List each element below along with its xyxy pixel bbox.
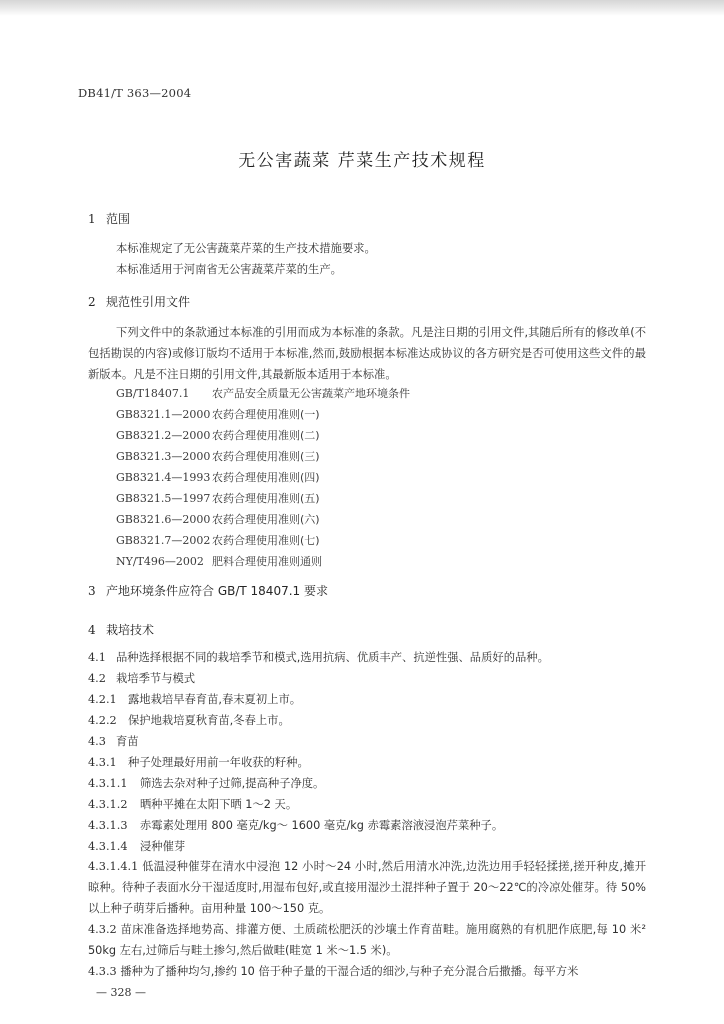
clause-paragraph: 4.3.3 播种为了播种均匀,掺约 10 倍于种子量的干湿合适的细沙,与种子充分混合后撒播。每平方米 [88,965,579,978]
section-heading-2 [88,293,190,310]
paragraph: 本标准适用于河南省无公害蔬菜芹菜的生产。 [116,263,342,276]
section-heading-3 [88,582,328,599]
clause: 4.3.1 种子处理最好用前一年收获的籽种。 [88,756,309,769]
clause: 4.3.1.1 筛选去杂对种子过筛,提高种子净度。 [88,777,325,790]
standard-code: DB41/T 363—2004 [78,86,192,100]
clause-paragraph: 4.3.2 苗床准备选择地势高、排灌方便、土质疏松肥沃的沙壤土作育苗畦。施用腐熟的有机肥作底肥,每 10 米² 50kg 左右,过筛后与畦土掺匀,然后做畦(畦宽 1 米～1.5 米)。 [88,923,646,957]
clause: 4.2.2 保护地栽培夏秋育苗,冬春上市。 [88,714,290,727]
clause-paragraph: 4.3.1.4.1 低温浸种催芽在清水中浸泡 12 小时～24 小时,然后用清水冲洗,边洗边用手轻轻揉搓,搓开种皮,摊开晾种。待种子表面水分干湿适度时,用湿布包好,或直接用湿沙土混拌种子置于 20～22℃的冷凉处催芽。待 50%以上种子萌芽后播种。亩用种量 100～150 克。 [88,860,647,915]
reference-item: GB8321.2—2000 农药合理使用准则(二) [116,429,320,442]
section-title: 产地环境条件应符合 GB/T 18407.1 要求 [106,584,328,598]
section-number: 3 [88,584,96,598]
clause: 4.2.1 露地栽培早春育苗,春末夏初上市。 [88,693,302,706]
clause: 4.2 栽培季节与模式 [88,672,196,685]
clause: 4.3 育苗 [88,735,139,748]
reference-item: GB8321.6—2000 农药合理使用准则(六) [116,513,320,526]
reference-item: GB/T18407.1 农产品安全质量无公害蔬菜产地环境条件 [116,387,410,400]
page-number: — 328 — [96,986,146,999]
paragraph: 下列文件中的条款通过本标准的引用而成为本标准的条款。凡是注日期的引用文件,其随后所有的修改单(不包括勘误的内容)或修订版均不适用于本标准,然而,鼓励根据本标准达成协议的各方研究是否可使用这些文件的最新版本。凡是不注日期的引用文件,其最新版本适用于本标准。 [88,326,646,381]
reference-item: GB8321.5—1997 农药合理使用准则(五) [116,492,320,505]
section-number: 1 [88,212,96,226]
section-heading-1 [88,210,130,227]
clause: 4.3.1.2 晒种平摊在太阳下晒 1～2 天。 [88,798,298,811]
reference-item: GB8321.4—1993 农药合理使用准则(四) [116,471,320,484]
clause: 4.3.1.4 浸种催芽 [88,840,186,853]
clause: 4.3.1.3 赤霉素处理用 800 毫克/kg～ 1600 毫克/kg 赤霉素溶液浸泡芹菜种子。 [88,819,504,832]
section-number: 2 [88,295,96,309]
reference-item: NY/T496—2002 肥料合理使用准则通则 [116,555,322,568]
section-title: 范围 [106,212,131,226]
section-number: 4 [88,623,96,637]
reference-item: GB8321.1—2000 农药合理使用准则(一) [116,408,320,421]
paragraph: 本标准规定了无公害蔬菜芹菜的生产技术措施要求。 [116,242,376,255]
page-title: 无公害蔬菜 芹菜生产技术规程 [238,151,486,171]
section-heading-4 [88,621,154,638]
reference-item: GB8321.3—2000 农药合理使用准则(三) [116,450,320,463]
section-title: 规范性引用文件 [106,295,191,309]
section-title: 栽培技术 [106,623,155,637]
reference-item: GB8321.7—2002 农药合理使用准则(七) [116,534,320,547]
scan-shadow [0,0,724,16]
clause: 4.1 品种选择根据不同的栽培季节和模式,选用抗病、优质丰产、抗逆性强、品质好的品种。 [88,651,549,664]
